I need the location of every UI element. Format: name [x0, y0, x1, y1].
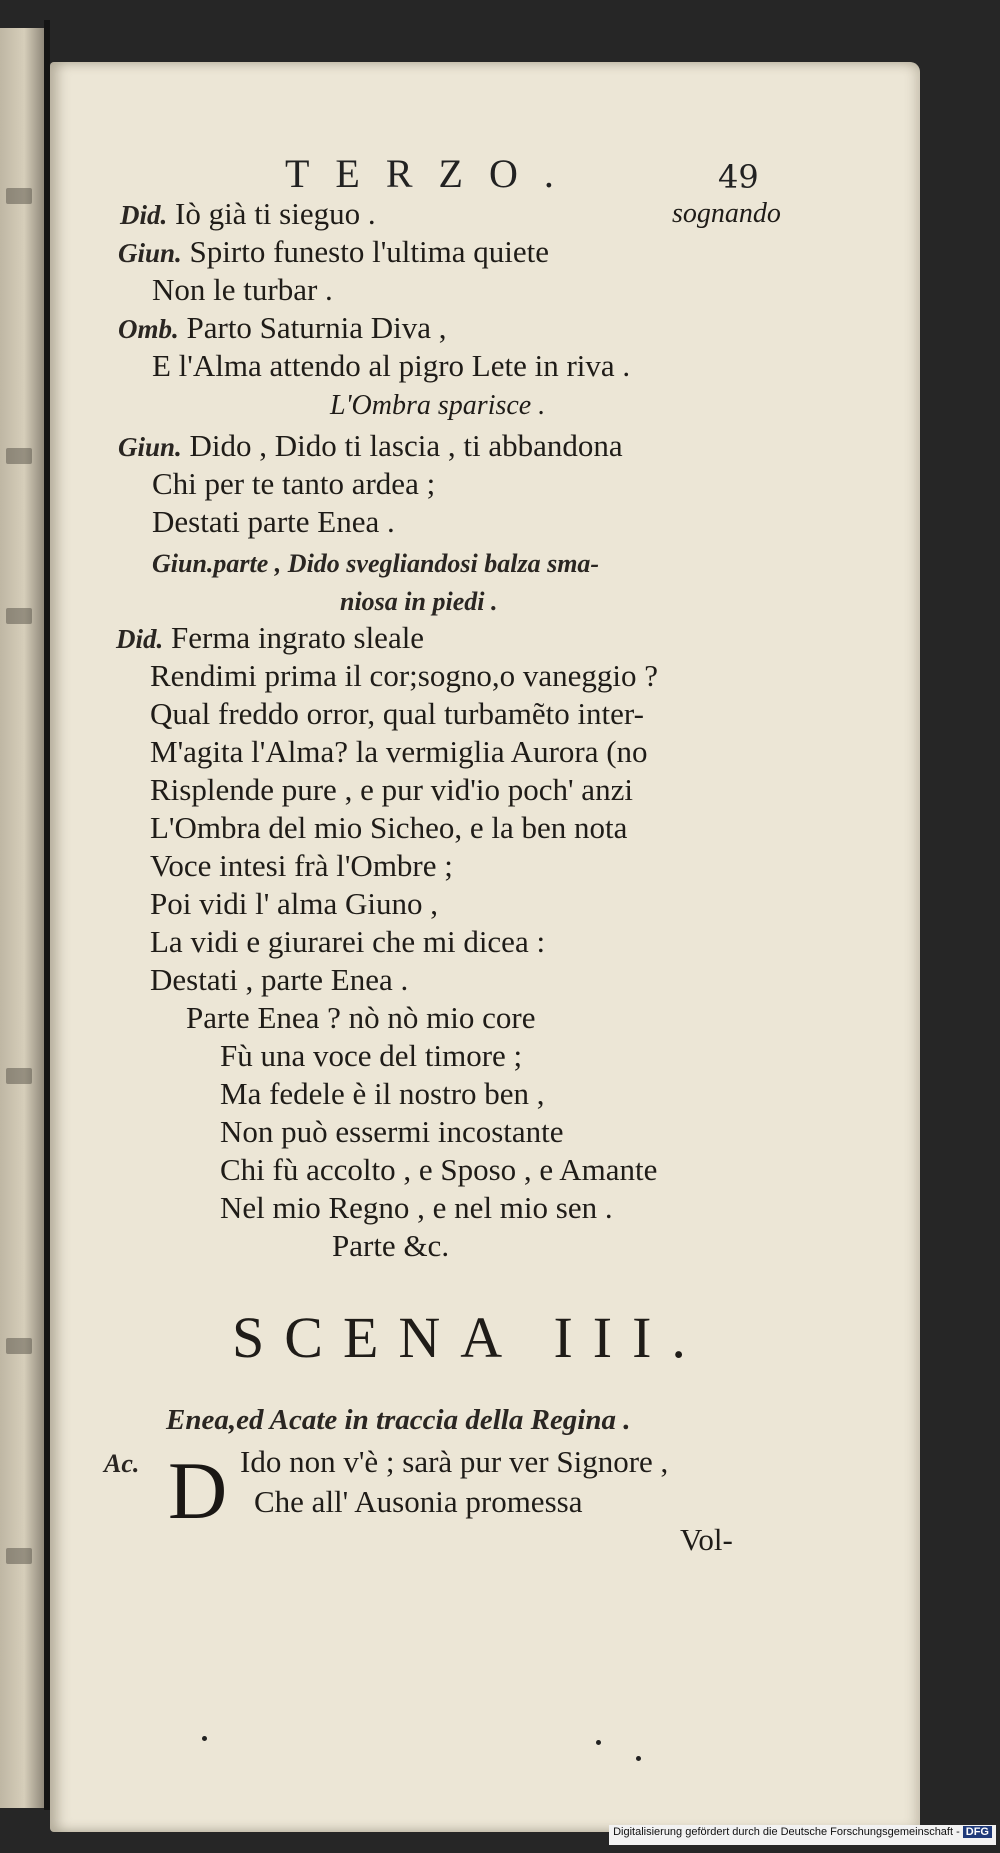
dfg-logo: DFG: [963, 1826, 992, 1838]
drop-cap: D: [168, 1445, 228, 1536]
verse-text: Dido , Dido ti lascia , ti abbandona: [189, 428, 623, 463]
verse-line: [116, 620, 424, 657]
verse-line: Destati , parte Enea .: [150, 962, 409, 997]
speaker-label: Ac.: [104, 1449, 140, 1478]
speaker-label: Giun.: [118, 432, 182, 462]
verse-line: [118, 310, 447, 347]
verse-line: Chi per te tanto ardea ;: [152, 466, 436, 501]
speaker-label: Giun.: [118, 238, 182, 268]
stage-aside: sognando: [672, 198, 781, 229]
page-number: 49: [718, 158, 759, 196]
verse-line: Parte Enea ? nò nò mio core: [186, 1000, 536, 1035]
verse-line: Non può essermi incostante: [220, 1114, 564, 1149]
facing-page-edge: [0, 28, 47, 1808]
ink-mark: [6, 1338, 32, 1354]
verse-line: Parte &c.: [332, 1228, 450, 1263]
verse-line: La vidi e giurarei che mi dicea :: [150, 924, 546, 959]
verse-line: Qual freddo orror, qual turbamẽto inter-: [150, 696, 644, 731]
verse-text: Iò già ti sieguo .: [175, 196, 376, 231]
stage-direction: Giun.parte , Dido svegliandosi balza sma-: [152, 549, 600, 578]
verse-line: E l'Alma attendo al pigro Lete in riva .: [152, 348, 631, 383]
ink-mark: [6, 188, 32, 204]
verse-line: Poi vidi l' alma Giuno ,: [150, 886, 439, 921]
stage-direction: niosa in piedi .: [340, 587, 498, 616]
stage-direction: L'Ombra sparisce .: [330, 390, 546, 421]
scene-direction: Enea,ed Acate in traccia della Regina .: [166, 1404, 631, 1436]
ink-mark: [6, 1548, 32, 1564]
ink-speck: [202, 1736, 207, 1741]
ink-mark: [6, 608, 32, 624]
ink-mark: [6, 1068, 32, 1084]
verse-line: L'Ombra del mio Sicheo, e la ben nota: [150, 810, 628, 845]
scene-heading: SCENA III.: [232, 1305, 706, 1370]
verse-line: Non le turbar .: [152, 272, 333, 307]
verse-line: Destati parte Enea .: [152, 504, 395, 539]
verse-text: Spirto funesto l'ultima quiete: [189, 234, 549, 269]
verse-line: Che all' Ausonia promessa: [254, 1484, 583, 1519]
verse-line: Rendimi prima il cor;sogno,o vaneggio ?: [150, 658, 658, 693]
verse-line: Ido non v'è ; sarà pur ver Signore ,: [240, 1444, 669, 1479]
verse-line: Fù una voce del timore ;: [220, 1038, 523, 1073]
speaker-label: Did.: [120, 200, 168, 230]
credit-text: Digitalisierung gefördert durch die Deutsche Forschungsgemeinschaft -: [613, 1826, 960, 1838]
verse-text: Parto Saturnia Diva ,: [186, 310, 447, 345]
verse-text: Ferma ingrato sleale: [171, 620, 425, 655]
verse-line: [120, 196, 376, 233]
ink-mark: [6, 448, 32, 464]
running-title: TERZO.: [285, 151, 580, 196]
catchword: Vol-: [680, 1522, 733, 1557]
digitization-credit: [609, 1825, 996, 1845]
verse-line: Risplende pure , e pur vid'io poch' anzi: [150, 772, 633, 807]
verse-line: Nel mio Regno , e nel mio sen .: [220, 1190, 613, 1225]
speaker-label: Did.: [116, 624, 164, 654]
verse-line: M'agita l'Alma? la vermiglia Aurora (no: [150, 734, 648, 769]
verse-line: Ma fedele è il nostro ben ,: [220, 1076, 545, 1111]
verse-line: Voce intesi frà l'Ombre ;: [150, 848, 453, 883]
ink-speck: [596, 1740, 601, 1745]
ink-speck: [636, 1756, 641, 1761]
verse-line: [118, 428, 623, 465]
verse-line: [118, 234, 549, 271]
speaker-label: Omb.: [118, 314, 179, 344]
verse-line: Chi fù accolto , e Sposo , e Amante: [220, 1152, 658, 1187]
